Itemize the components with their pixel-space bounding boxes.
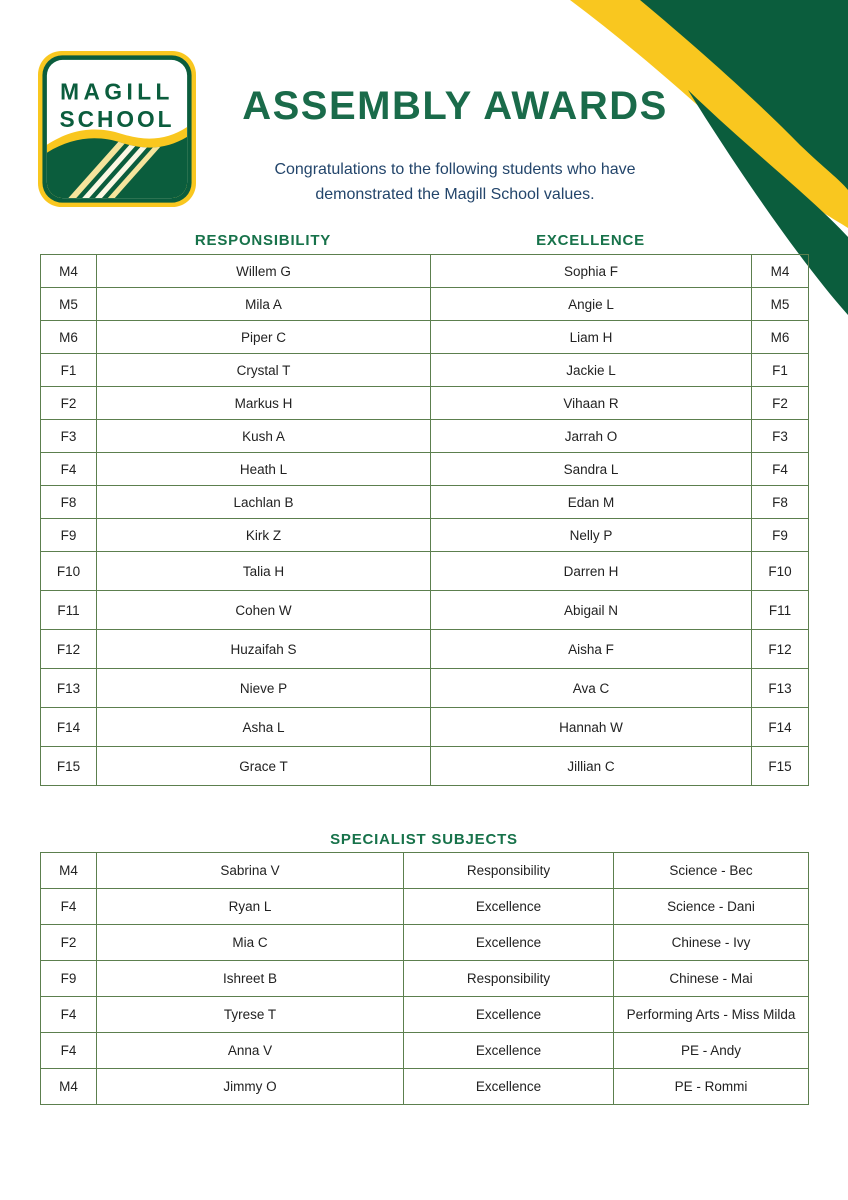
excellence-student-cell: Jillian C — [431, 747, 752, 786]
student-name-cell: Jimmy O — [97, 1069, 404, 1105]
room-code-cell: F8 — [41, 486, 97, 519]
school-value-cell: Responsibility — [404, 853, 614, 889]
excellence-student-cell: Sandra L — [431, 453, 752, 486]
school-value-cell: Excellence — [404, 997, 614, 1033]
school-value-cell: Excellence — [404, 925, 614, 961]
room-code-cell: F13 — [752, 669, 809, 708]
excellence-student-cell: Jackie L — [431, 354, 752, 387]
student-name-cell: Sabrina V — [97, 853, 404, 889]
room-code-cell: F15 — [41, 747, 97, 786]
responsibility-student-cell: Piper C — [97, 321, 431, 354]
excellence-student-cell: Hannah W — [431, 708, 752, 747]
responsibility-student-cell: Crystal T — [97, 354, 431, 387]
room-code-cell: F2 — [41, 925, 97, 961]
awards-table-body — [41, 255, 809, 786]
school-value-cell: Excellence — [404, 1033, 614, 1069]
responsibility-student-cell: Cohen W — [97, 591, 431, 630]
subject-teacher-cell: PE - Andy — [614, 1033, 809, 1069]
awards-row — [41, 288, 809, 321]
awards-row — [41, 387, 809, 420]
room-code-cell: M6 — [752, 321, 809, 354]
room-code-cell: F2 — [752, 387, 809, 420]
room-code-cell: F13 — [41, 669, 97, 708]
room-code-cell: F4 — [41, 1033, 97, 1069]
room-code-cell: F12 — [752, 630, 809, 669]
responsibility-student-cell: Willem G — [97, 255, 431, 288]
room-code-cell: M4 — [41, 853, 97, 889]
responsibility-student-cell: Kirk Z — [97, 519, 431, 552]
school-value-cell: Excellence — [404, 1069, 614, 1105]
awards-row — [41, 552, 809, 591]
room-code-cell: F11 — [752, 591, 809, 630]
student-name-cell: Ishreet B — [97, 961, 404, 997]
awards-row — [41, 669, 809, 708]
awards-table — [40, 254, 809, 786]
room-code-cell: F3 — [752, 420, 809, 453]
subject-teacher-cell: Science - Dani — [614, 889, 809, 925]
excellence-student-cell: Abigail N — [431, 591, 752, 630]
room-code-cell: F8 — [752, 486, 809, 519]
subject-teacher-cell: PE - Rommi — [614, 1069, 809, 1105]
logo-text-line2: SCHOOL — [59, 106, 175, 133]
room-code-cell: F15 — [752, 747, 809, 786]
excellence-student-cell: Ava C — [431, 669, 752, 708]
page-title: ASSEMBLY AWARDS — [242, 84, 668, 128]
excellence-student-cell: Liam H — [431, 321, 752, 354]
specialist-row — [41, 997, 809, 1033]
awards-row — [41, 255, 809, 288]
room-code-cell: M5 — [41, 288, 97, 321]
excellence-student-cell: Sophia F — [431, 255, 752, 288]
subtitle-line-1: Congratulations to the following students who have — [274, 161, 636, 178]
room-code-cell: F12 — [41, 630, 97, 669]
student-name-cell: Mia C — [97, 925, 404, 961]
room-code-cell: F11 — [41, 591, 97, 630]
awards-row — [41, 453, 809, 486]
room-code-cell: F1 — [41, 354, 97, 387]
specialist-subjects-table — [40, 852, 809, 1105]
responsibility-student-cell: Nieve P — [97, 669, 431, 708]
awards-row — [41, 354, 809, 387]
responsibility-column-header: RESPONSIBILITY — [194, 232, 332, 249]
specialist-row — [41, 1033, 809, 1069]
room-code-cell: M4 — [752, 255, 809, 288]
specialist-row — [41, 1069, 809, 1105]
awards-row — [41, 519, 809, 552]
specialist-subjects-heading: SPECIALIST SUBJECTS — [330, 831, 518, 848]
specialist-table-body — [41, 853, 809, 1105]
awards-row — [41, 420, 809, 453]
excellence-student-cell: Aisha F — [431, 630, 752, 669]
room-code-cell: F14 — [752, 708, 809, 747]
room-code-cell: F2 — [41, 387, 97, 420]
specialist-row — [41, 961, 809, 997]
subtitle-line-2: demonstrated the Magill School values. — [315, 185, 595, 203]
room-code-cell: F3 — [41, 420, 97, 453]
awards-row — [41, 630, 809, 669]
responsibility-student-cell: Lachlan B — [97, 486, 431, 519]
excellence-column-header: EXCELLENCE — [536, 232, 645, 249]
responsibility-student-cell: Kush A — [97, 420, 431, 453]
logo-text-line1: MAGILL — [60, 78, 174, 105]
awards-column-headers — [40, 232, 808, 252]
excellence-student-cell: Darren H — [431, 552, 752, 591]
awards-row — [41, 486, 809, 519]
room-code-cell: F4 — [41, 889, 97, 925]
specialist-row — [41, 925, 809, 961]
room-code-cell: F9 — [752, 519, 809, 552]
student-name-cell: Ryan L — [97, 889, 404, 925]
school-value-cell: Responsibility — [404, 961, 614, 997]
excellence-student-cell: Jarrah O — [431, 420, 752, 453]
subject-teacher-cell: Chinese - Ivy — [614, 925, 809, 961]
awards-row — [41, 708, 809, 747]
room-code-cell: F4 — [41, 453, 97, 486]
room-code-cell: M4 — [41, 255, 97, 288]
room-code-cell: F4 — [752, 453, 809, 486]
specialist-row — [41, 889, 809, 925]
room-code-cell: F9 — [41, 961, 97, 997]
room-code-cell: M4 — [41, 1069, 97, 1105]
subject-teacher-cell: Performing Arts - Miss Milda — [614, 997, 809, 1033]
school-value-cell: Excellence — [404, 889, 614, 925]
responsibility-student-cell: Grace T — [97, 747, 431, 786]
excellence-student-cell: Nelly P — [431, 519, 752, 552]
room-code-cell: F9 — [41, 519, 97, 552]
responsibility-student-cell: Huzaifah S — [97, 630, 431, 669]
awards-row — [41, 747, 809, 786]
room-code-cell: F10 — [752, 552, 809, 591]
specialist-row — [41, 853, 809, 889]
room-code-cell: F10 — [41, 552, 97, 591]
awards-row — [41, 321, 809, 354]
awards-row — [41, 591, 809, 630]
room-code-cell: F14 — [41, 708, 97, 747]
responsibility-student-cell: Talia H — [97, 552, 431, 591]
student-name-cell: Anna V — [97, 1033, 404, 1069]
student-name-cell: Tyrese T — [97, 997, 404, 1033]
responsibility-student-cell: Mila A — [97, 288, 431, 321]
subject-teacher-cell: Science - Bec — [614, 853, 809, 889]
responsibility-student-cell: Heath L — [97, 453, 431, 486]
room-code-cell: F1 — [752, 354, 809, 387]
excellence-student-cell: Angie L — [431, 288, 752, 321]
subject-teacher-cell: Chinese - Mai — [614, 961, 809, 997]
excellence-student-cell: Edan M — [431, 486, 752, 519]
excellence-student-cell: Vihaan R — [431, 387, 752, 420]
room-code-cell: M6 — [41, 321, 97, 354]
page-subtitle — [150, 158, 760, 208]
room-code-cell: F4 — [41, 997, 97, 1033]
room-code-cell: M5 — [752, 288, 809, 321]
responsibility-student-cell: Asha L — [97, 708, 431, 747]
responsibility-student-cell: Markus H — [97, 387, 431, 420]
